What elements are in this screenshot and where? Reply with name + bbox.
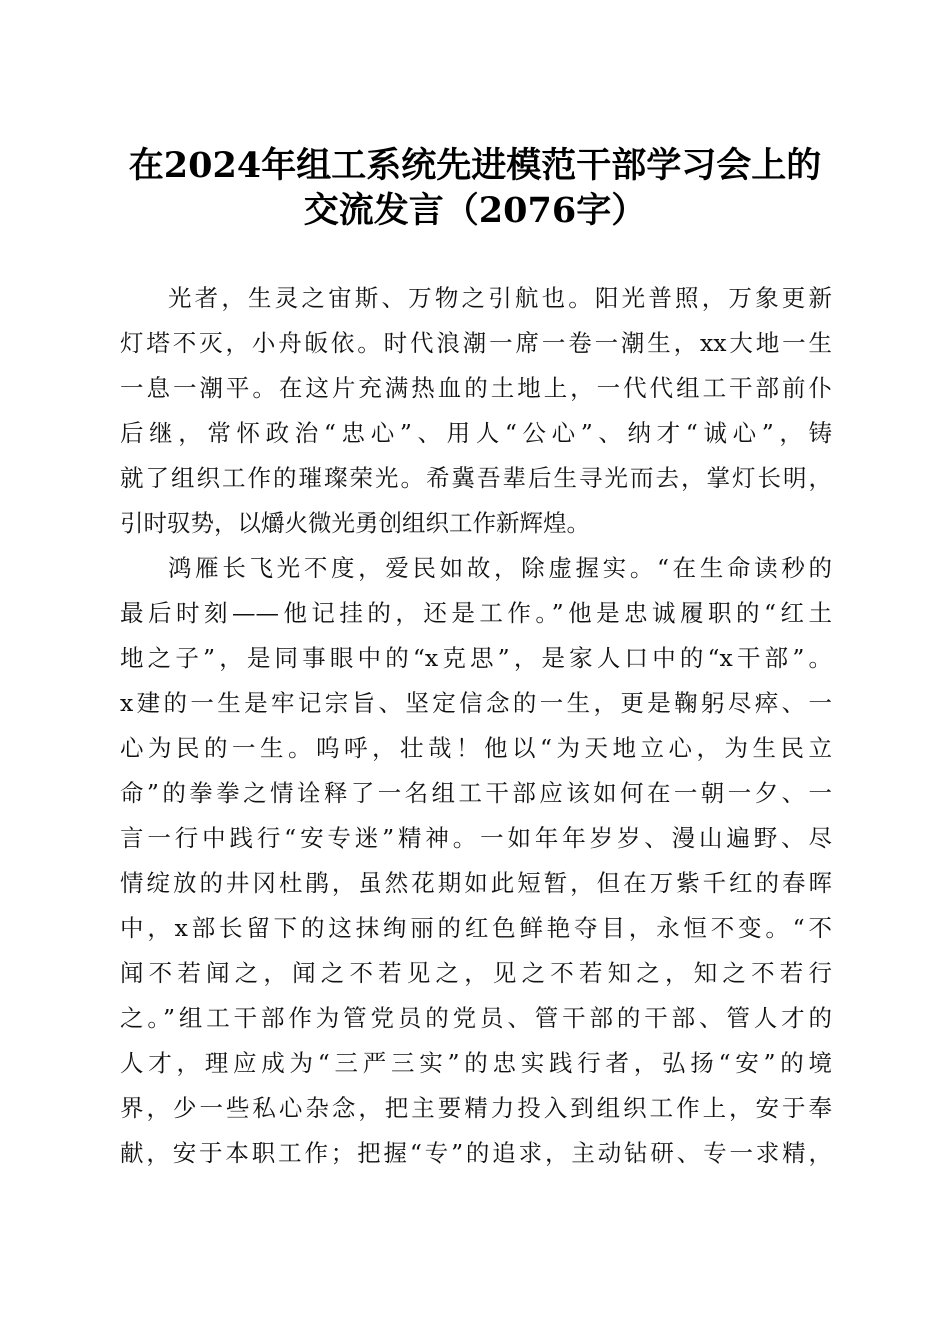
paragraph-line: 献，安于本职工作；把握“专”的追求，主动钻研、专一求精， [120, 1139, 832, 1167]
paragraph-line: 灯塔不灭，小舟皈依。时代浪潮一席一卷一潮生，xx大地一生 [120, 329, 832, 357]
paragraph-line: 人才，理应成为“三严三实”的忠实践行者，弘扬“安”的境 [120, 1049, 832, 1077]
paragraph-line: 情绽放的井冈杜鹃，虽然花期如此短暂，但在万紫千红的春晖 [120, 869, 832, 897]
title-line-2: 交流发言（2076字） [303, 190, 647, 231]
paragraph-line: 心为民的一生。呜呼，壮哉！他以“为天地立心，为生民立 [120, 734, 832, 762]
paragraph-line: 一息一潮平。在这片充满热血的土地上，一代代组工干部前仆 [120, 374, 832, 402]
paragraph-line: 地之子”，是同事眼中的“x克思”，是家人口中的“x干部”。 [120, 644, 832, 672]
paragraph-line: 之。”组工干部作为管党员的党员、管干部的干部、管人才的 [120, 1004, 832, 1032]
paragraph-line: 界，少一些私心杂念，把主要精力投入到组织工作上，安于奉 [120, 1094, 832, 1122]
paragraph-line: 光者，生灵之宙斯、万物之引航也。阳光普照，万象更新 [168, 284, 832, 312]
paragraph-line: 后继，常怀政治“忠心”、用人“公心”、纳才“诚心”，铸 [120, 419, 832, 447]
paragraph-line: 闻不若闻之，闻之不若见之，见之不若知之，知之不若行 [120, 959, 832, 987]
paragraph-line: 引时驭势，以爝火微光勇创组织工作新辉煌。 [120, 509, 590, 537]
paragraph-line: 就了组织工作的璀璨荣光。希冀吾辈后生寻光而去，掌灯长明， [120, 464, 832, 492]
paragraph-line: x建的一生是牢记宗旨、坚定信念的一生，更是鞠躬尽瘁、一 [120, 689, 832, 717]
paragraph-line: 中，x部长留下的这抹绚丽的红色鲜艳夺目，永恒不变。“不 [120, 914, 832, 942]
paragraph-line: 言一行中践行“安专迷”精神。一如年年岁岁、漫山遍野、尽 [120, 824, 832, 852]
paragraph-line: 鸿雁长飞光不度，爱民如故，除虚握实。“在生命读秒的 [168, 554, 832, 582]
paragraph-line: 命”的拳拳之情诠释了一名组工干部应该如何在一朝一夕、一 [120, 779, 832, 807]
title-line-1: 在2024年组工系统先进模范干部学习会上的 [128, 145, 822, 186]
paragraph-line: 最后时刻——他记挂的，还是工作。”他是忠诚履职的“红土 [120, 599, 832, 627]
